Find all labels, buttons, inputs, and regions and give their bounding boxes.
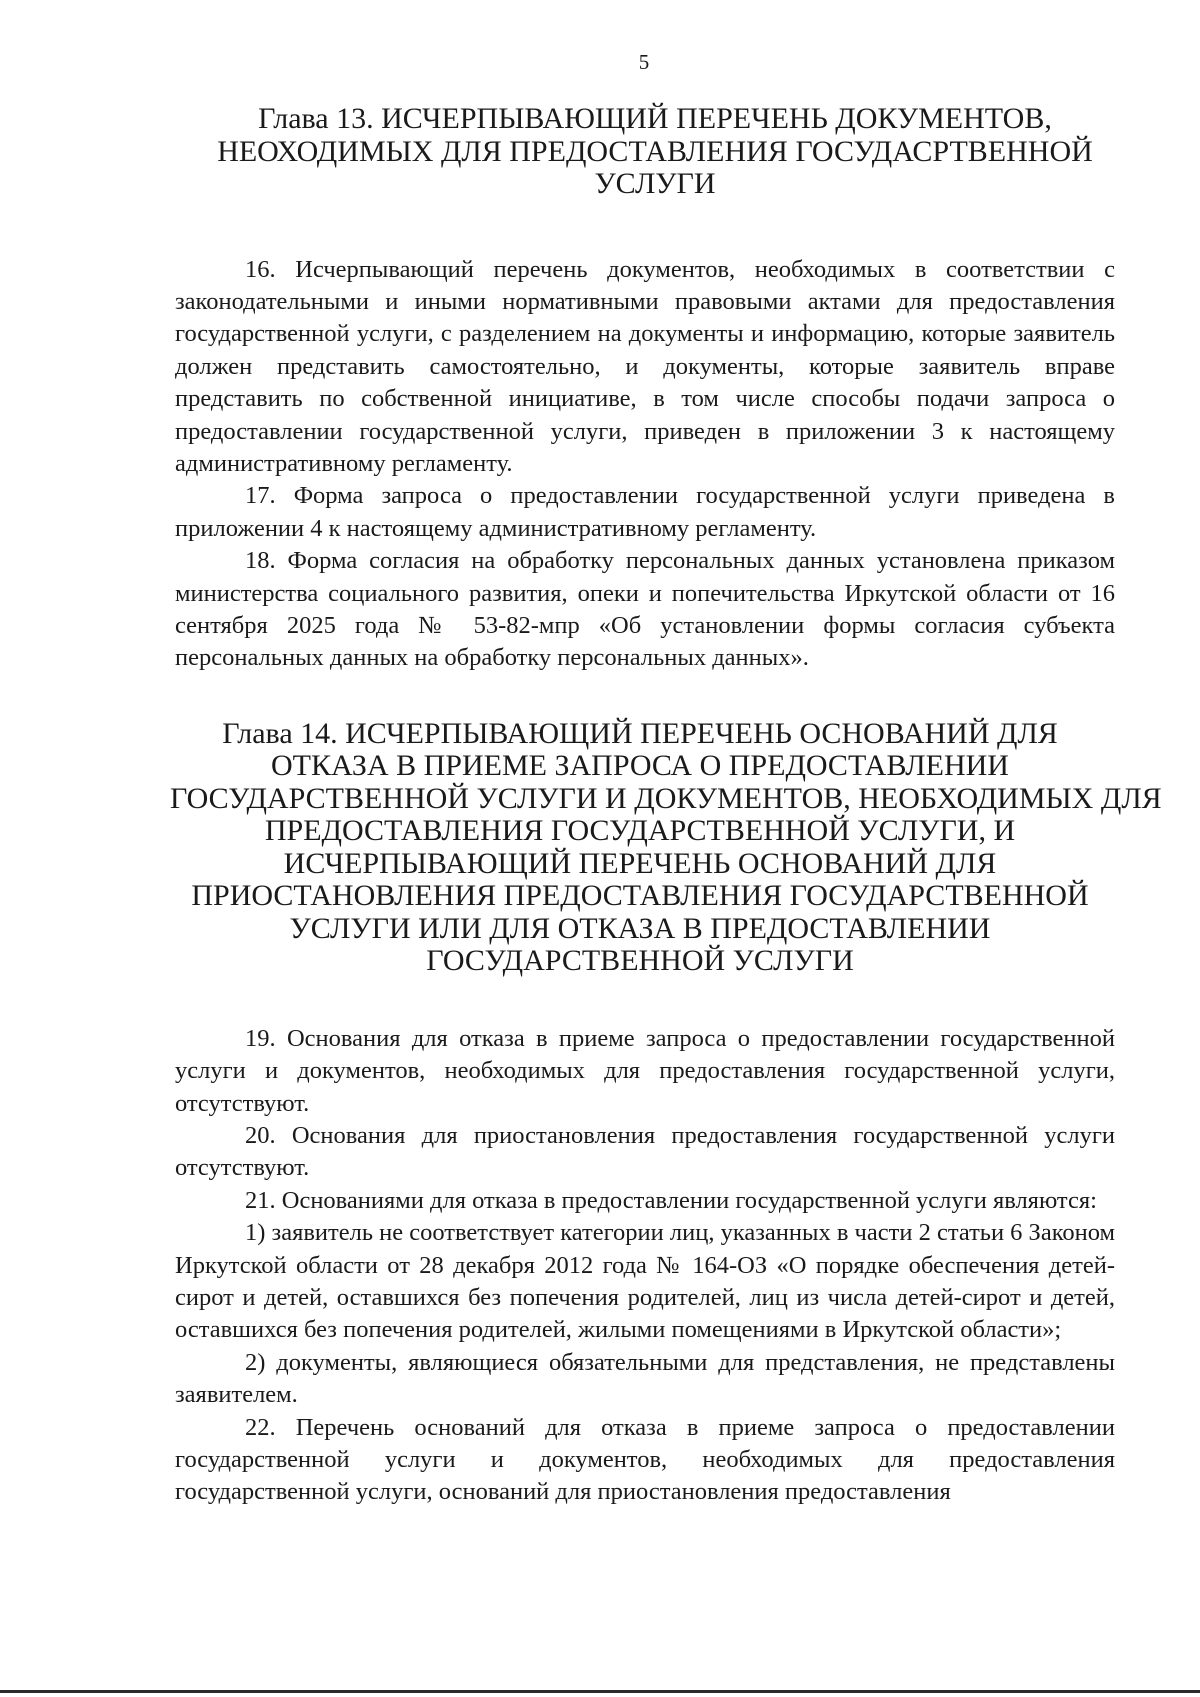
paragraph-21: 21. Основаниями для отказа в предоставлении государственной услуги являются: (245, 1186, 1097, 1214)
heading-line: ПРЕДОСТАВЛЕНИЯ ГОСУДАРСТВЕННОЙ УСЛУГИ, И (264, 814, 1016, 848)
heading-line: Глава 13. ИСЧЕРПЫВАЮЩИЙ ПЕРЕЧЕНЬ ДОКУМЕНТОВ, (258, 102, 1052, 135)
paragraph-20: 20. Основания для приостановления предоставления государственной услуги отсутствуют. (175, 1122, 1115, 1182)
chapter-13-body (175, 254, 1115, 675)
heading-line: НЕОХОДИМЫХ ДЛЯ ПРЕДОСТАВЛЕНИЯ ГОСУДАСРТВЕННОЙ (217, 134, 1093, 168)
chapter-13-heading (185, 103, 1125, 201)
heading-line: ПРИОСТАНОВЛЕНИЯ ПРЕДОСТАВЛЕНИЯ ГОСУДАРСТВЕННОЙ (191, 879, 1089, 913)
paragraph-17: 17. Форма запроса о предоставлении государственной услуги приведена в приложении 4 к настоящему административному регламенту. (175, 482, 1115, 542)
bottom-rule (0, 1690, 1200, 1693)
paragraph-21-item-1: 1) заявитель не соответствует категории лиц, указанных в части 2 статьи 6 Законом Иркутской области от 28 декабря 2012 года № 164-ОЗ «О порядке обеспечения детей-сирот и детей, оставшихся без попечения родителей, лиц из числа детей-сирот и детей, оставшихся без попечения родителей, жилыми помещениями в Иркутской области»; (175, 1219, 1116, 1344)
paragraph-18: 18. Форма согласия на обработку персональных данных установлена приказом министерства социального развития, опеки и попечительства Иркутской области от 16 сентября 2025 года № 53-82-мпр «Об установлении формы согласия субъекта персональных данных на обработку персональных данных». (175, 547, 1115, 672)
paragraph-21-item-2: 2) документы, являющиеся обязательными для представления, не представлены заявителем. (175, 1348, 1115, 1409)
heading-line: ГОСУДАРСТВЕННОЙ УСЛУГИ И ДОКУМЕНТОВ, НЕОБХОДИМЫХ ДЛЯ (170, 781, 1162, 815)
paragraph-16: 16. Исчерпывающий перечень документов, необходимых в соответствии с законодательными и иными нормативными правовыми актами для предоставления государственной услуги, с разделением на документы и информацию, которые заявитель должен представить самостоятельно, и документы, которые заявитель вправе представить по собственной инициативе, в том числе способы подачи запроса о предоставлении государственной услуги, приведен в приложении 3 к настоящему административному регламенту. (175, 255, 1115, 477)
paragraph-19: 19. Основания для отказа в приеме запроса о предоставлении государственной услуги и документов, необходимых для предоставления государственной услуги, отсутствуют. (175, 1024, 1115, 1117)
heading-line: УСЛУГИ (594, 167, 716, 200)
paragraph-22: 22. Перечень оснований для отказа в приеме запроса о предоставлении государственной услуги и документов, необходимых для предоставления государственной услуги, оснований для приостановления предоставления (175, 1413, 1115, 1506)
heading-line: УСЛУГИ ИЛИ ДЛЯ ОТКАЗА В ПРЕДОСТАВЛЕНИИ (289, 911, 991, 945)
heading-line: ИСЧЕРПЫВАЮЩИЙ ПЕРЕЧЕНЬ ОСНОВАНИЙ ДЛЯ (283, 846, 997, 880)
heading-line: Глава 14. ИСЧЕРПЫВАЮЩИЙ ПЕРЕЧЕНЬ ОСНОВАНИЙ ДЛЯ (222, 716, 1058, 750)
heading-line: ГОСУДАРСТВЕННОЙ УСЛУГИ (426, 944, 854, 978)
page-content (170, 102, 1162, 1509)
chapter-14-body (175, 1023, 1115, 1509)
heading-line: ОТКАЗА В ПРИЕМЕ ЗАПРОСА О ПРЕДОСТАВЛЕНИИ (271, 749, 1009, 783)
page-number: 5 (638, 50, 650, 74)
chapter-14-heading (170, 716, 1162, 978)
